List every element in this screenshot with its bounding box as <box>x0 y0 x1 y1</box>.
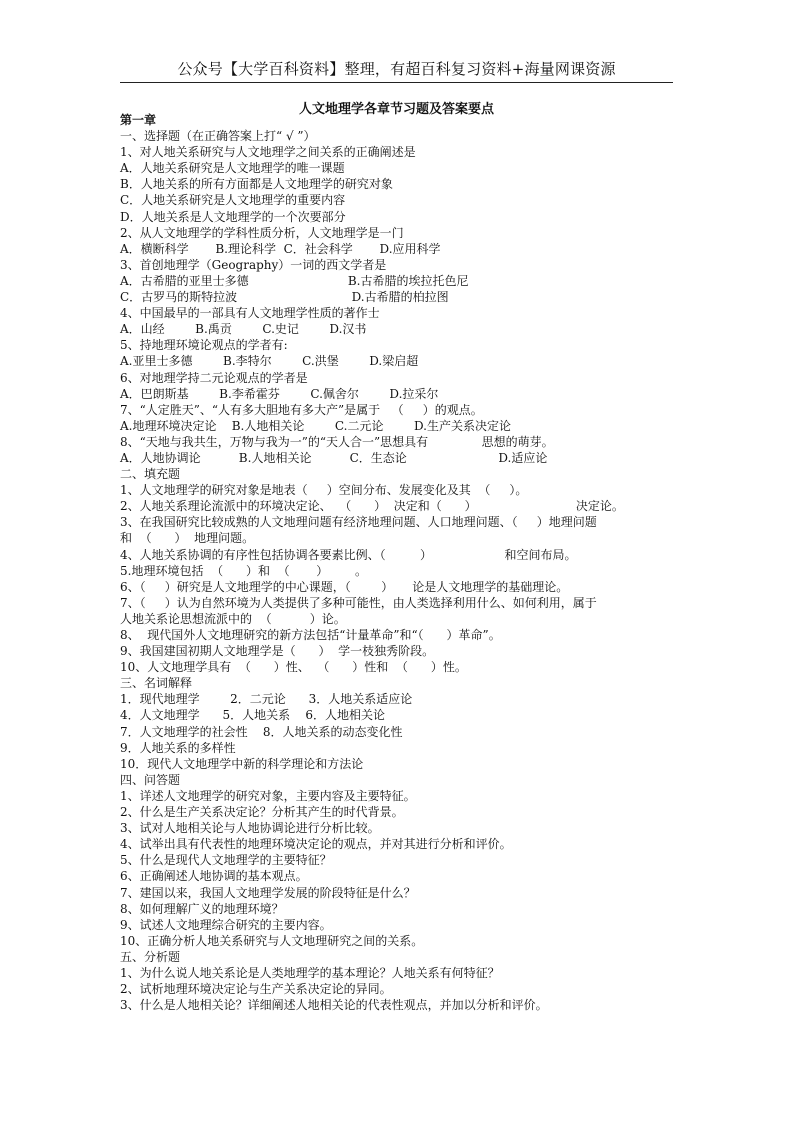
text-line: 7、建国以来，我国人文地理学发展的阶段特征是什么？ <box>120 885 416 900</box>
text-line: 6、（ ）研究是人文地理学的中心课题，（ ） 论是人文地理学的基础理论。 <box>120 579 569 594</box>
text-line: 10、人文地理学具有 （ ）性、 （ ）性和 （ ）性。 <box>120 660 467 675</box>
text-line: 二、填充题 <box>120 467 181 482</box>
text-line: 7、（ ）认为自然环境为人类提供了多种可能性，由人类选择利用什么、如何利用，属于 <box>120 595 597 610</box>
text-line: 8、“天地与我共生，万物与我为一”的“天人合一”思想具有 思想的萌芽。 <box>120 434 554 449</box>
text-line: 9、我国建国初期人文地理学是（ ） 学一枝独秀阶段。 <box>120 644 435 659</box>
text-line: 5、什么是现代人文地理学的主要特征？ <box>120 853 332 868</box>
chapter-heading: 第一章 <box>120 113 157 127</box>
text-line: 1、人文地理学的研究对象是地表（ ）空间分布、发展变化及其 （ ）。 <box>120 483 528 498</box>
document-body <box>120 112 676 1013</box>
text-line: A．横断科学 B.理论科学 C．社会科学 D.应用科学 <box>120 241 441 256</box>
text-line: 4、试举出具有代表性的地理环境决定论的观点，并对其进行分析和评价。 <box>120 837 512 852</box>
text-line: 10．现代人文地理学中新的科学理论和方法论 <box>120 756 364 771</box>
text-line: 和 （ ） 地理问题。 <box>120 531 255 546</box>
text-line: 3、首创地理学（Geography）一词的西文学者是 <box>120 257 387 272</box>
text-line: 5.地理环境包括 （ ）和 （ ） 。 <box>120 563 367 578</box>
text-line: 3、什么是人地相关论？详细阐述人地相关论的代表性观点，并加以分析和评价。 <box>120 998 548 1013</box>
text-line: 4、人地关系协调的有序性包括协调各要素比例、（ ） 和空间布局。 <box>120 547 577 562</box>
text-line: 三、名词解释 <box>120 676 193 691</box>
text-line: A．山经 B.禹贡 C.史记 D.汉书 <box>120 322 367 337</box>
text-line: B．人地关系的所有方面都是人文地理学的研究对象 <box>120 177 393 192</box>
text-line: C．古罗马的斯特拉波 D.古希腊的柏拉图 <box>120 290 449 305</box>
text-line: 五、分析题 <box>120 949 181 964</box>
text-line: 2、什么是生产关系决定论？分析其产生的时代背景。 <box>120 805 404 820</box>
text-line: A．古希腊的亚里士多德 B.古希腊的埃拉托色尼 <box>120 273 469 288</box>
text-line: A.亚里士多德 B.李特尔 C.洪堡 D.梁启超 <box>120 354 419 369</box>
text-line: 4．人文地理学 5．人地关系 6．人地相关论 <box>120 708 386 723</box>
text-line: 3、试对人地相关论与人地协调论进行分析比较。 <box>120 821 380 836</box>
text-line: 10、正确分析人地关系研究与人文地理研究之间的关系。 <box>120 933 424 948</box>
text-line: 人地关系论思想流派中的 （ ）论。 <box>120 611 346 626</box>
text-line: 8、 现代国外人文地理研究的新方法包括“计量革命”和“（ ）革命”。 <box>120 628 501 642</box>
text-line: A．巴朗斯基 B.李希霍芬 C.佩舍尔 D.拉采尔 <box>120 386 439 401</box>
text-line: 2、从人文地理学的学科性质分析，人文地理学是一门 <box>120 225 404 240</box>
text-line: C．人地关系研究是人文地理学的重要内容 <box>120 193 346 208</box>
document-title: 人文地理学各章节习题及答案要点 <box>298 102 494 117</box>
text-line: 四、问答题 <box>120 772 181 787</box>
text-line: 9、试述人文地理综合研究的主要内容。 <box>120 917 332 932</box>
text-line: 一、选择题（在正确答案上打“ √ ”） <box>120 129 316 144</box>
text-line: 5、持地理环境论观点的学者有: <box>120 338 288 353</box>
text-line: 1．现代地理学 2．二元论 3．人地关系适应论 <box>120 692 413 707</box>
page-header: 公众号【大学百科资料】整理，有超百科复习资料+海量网课资源 <box>177 60 616 78</box>
text-line: 3、在我国研究比较成熟的人文地理问题有经济地理问题、人口地理问题、（ ）地理问题 <box>120 515 597 530</box>
text-line: 6、对地理学持二元论观点的学者是 <box>120 370 308 385</box>
text-line: 2、人地关系理论流派中的环境决定论、 （ ） 决定和（ ） 决定论。 <box>120 499 624 514</box>
text-line: 1、为什么说人地关系论是人类地理学的基本理论？人地关系有何特征？ <box>120 965 500 980</box>
text-line: 1、对人地关系研究与人文地理学之间关系的正确阐述是 <box>120 145 416 160</box>
text-line: 7．人文地理学的社会性 8．人地关系的动态变化性 <box>120 724 403 739</box>
text-line: A.地理环境决定论 B.人地相关论 C.二元论 D.生产关系决定论 <box>120 418 511 433</box>
text-line: 4、中国最早的一部具有人文地理学性质的著作士 <box>120 306 380 321</box>
text-line: 9．人地关系的多样性 <box>120 740 236 755</box>
text-line: D．人地关系是人文地理学的一个次要部分 <box>120 209 346 224</box>
header-rule <box>120 82 673 83</box>
text-line: 2、试析地理环境决定论与生产关系决定论的异同。 <box>120 982 392 997</box>
text-line: 6、正确阐述人地协调的基本观点。 <box>120 869 308 884</box>
text-line: 8、如何理解广义的地理环境？ <box>120 901 284 916</box>
text-line: 1、详述人文地理学的研究对象，主要内容及主要特征。 <box>120 788 416 803</box>
text-line: A．人地关系研究是人文地理学的唯一课题 <box>120 161 345 176</box>
text-line: 7、“人定胜天”、“人有多大胆地有多大产”是属于 （ ）的观点。 <box>120 402 483 417</box>
text-line: A．人地协调论 B.人地相关论 C．生态论 D.适应论 <box>120 450 548 465</box>
